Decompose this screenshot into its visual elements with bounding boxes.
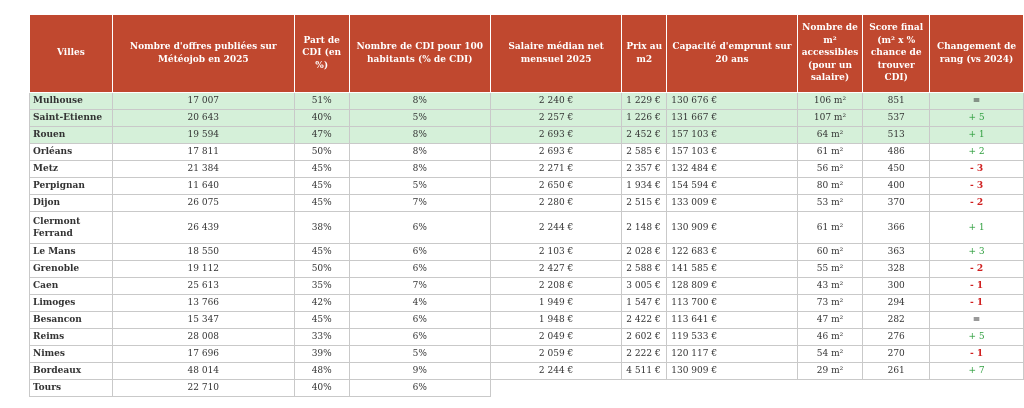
table-row	[30, 363, 1024, 380]
capacite-cell: 141 585 €	[667, 261, 797, 278]
empty-cell	[490, 380, 621, 397]
capacite-cell: 157 103 €	[667, 127, 797, 144]
score-cell: 537	[863, 110, 930, 127]
table-row	[30, 329, 1024, 346]
score-cell: 270	[863, 346, 930, 363]
salaire-cell: 2 049 €	[490, 329, 621, 346]
header-part-cdi: Part de CDI (en %)	[294, 15, 349, 93]
salaire-cell: 1 949 €	[490, 295, 621, 312]
part-cdi-cell: 50%	[294, 144, 349, 161]
cdi-habitants-cell: 5%	[349, 178, 490, 195]
salaire-cell: 2 208 €	[490, 278, 621, 295]
empty-cell	[667, 380, 797, 397]
prix-m2-cell: 2 585 €	[622, 144, 667, 161]
m2-cell: 55 m²	[797, 261, 863, 278]
cdi-habitants-cell: 9%	[349, 363, 490, 380]
m2-cell: 56 m²	[797, 161, 863, 178]
rang-cell: - 1	[930, 278, 1024, 295]
city-cell: Tours	[30, 380, 113, 397]
rang-cell: + 7	[930, 363, 1024, 380]
part-cdi-cell: 38%	[294, 212, 349, 244]
header-m2-accessibles: Nombre de m² accessibles (pour un salaire)	[797, 15, 863, 93]
score-cell: 400	[863, 178, 930, 195]
score-cell: 294	[863, 295, 930, 312]
table-row	[30, 278, 1024, 295]
table-row	[30, 380, 1024, 397]
offres-cell: 17 811	[112, 144, 294, 161]
m2-cell: 43 m²	[797, 278, 863, 295]
header-prix-m2: Prix au m2	[622, 15, 667, 93]
table-row	[30, 161, 1024, 178]
offres-cell: 11 640	[112, 178, 294, 195]
m2-cell: 107 m²	[797, 110, 863, 127]
part-cdi-cell: 48%	[294, 363, 349, 380]
salaire-cell: 2 103 €	[490, 244, 621, 261]
m2-cell: 46 m²	[797, 329, 863, 346]
prix-m2-cell: 2 357 €	[622, 161, 667, 178]
offres-cell: 25 613	[112, 278, 294, 295]
offres-cell: 19 594	[112, 127, 294, 144]
part-cdi-cell: 45%	[294, 178, 349, 195]
capacite-cell: 157 103 €	[667, 144, 797, 161]
salaire-cell: 2 059 €	[490, 346, 621, 363]
offres-cell: 15 347	[112, 312, 294, 329]
capacite-cell: 130 909 €	[667, 363, 797, 380]
rang-cell: - 3	[930, 178, 1024, 195]
rang-cell: - 3	[930, 161, 1024, 178]
table-row	[30, 312, 1024, 329]
header-capacite: Capacité d'emprunt sur 20 ans	[667, 15, 797, 93]
m2-cell: 54 m²	[797, 346, 863, 363]
prix-m2-cell: 2 602 €	[622, 329, 667, 346]
city-cell: Bordeaux	[30, 363, 113, 380]
table-row	[30, 93, 1024, 110]
empty-cell	[930, 380, 1024, 397]
offres-cell: 13 766	[112, 295, 294, 312]
cdi-habitants-cell: 7%	[349, 278, 490, 295]
score-cell: 282	[863, 312, 930, 329]
offres-cell: 48 014	[112, 363, 294, 380]
prix-m2-cell: 1 934 €	[622, 178, 667, 195]
prix-m2-cell: 1 229 €	[622, 93, 667, 110]
city-cell: Mulhouse	[30, 93, 113, 110]
part-cdi-cell: 42%	[294, 295, 349, 312]
part-cdi-cell: 45%	[294, 312, 349, 329]
rang-cell: =	[930, 93, 1024, 110]
offres-cell: 17 007	[112, 93, 294, 110]
salaire-cell: 2 257 €	[490, 110, 621, 127]
m2-cell: 61 m²	[797, 144, 863, 161]
part-cdi-cell: 47%	[294, 127, 349, 144]
cdi-habitants-cell: 8%	[349, 161, 490, 178]
cdi-habitants-cell: 8%	[349, 127, 490, 144]
capacite-cell: 113 700 €	[667, 295, 797, 312]
prix-m2-cell: 2 588 €	[622, 261, 667, 278]
m2-cell: 80 m²	[797, 178, 863, 195]
capacite-cell: 113 641 €	[667, 312, 797, 329]
prix-m2-cell: 4 511 €	[622, 363, 667, 380]
cdi-habitants-cell: 6%	[349, 329, 490, 346]
score-cell: 261	[863, 363, 930, 380]
prix-m2-cell: 2 515 €	[622, 195, 667, 212]
rang-cell: + 3	[930, 244, 1024, 261]
table-row	[30, 346, 1024, 363]
m2-cell: 106 m²	[797, 93, 863, 110]
city-cell: Clermont Ferrand	[30, 212, 113, 244]
offres-cell: 20 643	[112, 110, 294, 127]
rang-cell: - 1	[930, 346, 1024, 363]
cdi-habitants-cell: 6%	[349, 380, 490, 397]
part-cdi-cell: 40%	[294, 380, 349, 397]
cdi-habitants-cell: 4%	[349, 295, 490, 312]
salaire-cell: 2 240 €	[490, 93, 621, 110]
header-row	[30, 15, 1024, 93]
cdi-habitants-cell: 8%	[349, 93, 490, 110]
header-cdi-habitants: Nombre de CDI pour 100 habitants (% de CDI)	[349, 15, 490, 93]
salaire-cell: 1 948 €	[490, 312, 621, 329]
table-row	[30, 110, 1024, 127]
part-cdi-cell: 33%	[294, 329, 349, 346]
cdi-habitants-cell: 6%	[349, 261, 490, 278]
rang-cell: - 1	[930, 295, 1024, 312]
table-row	[30, 261, 1024, 278]
m2-cell: 47 m²	[797, 312, 863, 329]
salaire-cell: 2 650 €	[490, 178, 621, 195]
capacite-cell: 154 594 €	[667, 178, 797, 195]
cdi-habitants-cell: 6%	[349, 312, 490, 329]
part-cdi-cell: 39%	[294, 346, 349, 363]
city-cell: Orléans	[30, 144, 113, 161]
offres-cell: 26 439	[112, 212, 294, 244]
score-cell: 486	[863, 144, 930, 161]
capacite-cell: 122 683 €	[667, 244, 797, 261]
rang-cell: + 5	[930, 110, 1024, 127]
header-offres: Nombre d'offres publiées sur Météojob en 2025	[112, 15, 294, 93]
prix-m2-cell: 2 148 €	[622, 212, 667, 244]
score-cell: 450	[863, 161, 930, 178]
salaire-cell: 2 427 €	[490, 261, 621, 278]
salaire-cell: 2 693 €	[490, 127, 621, 144]
rang-cell: + 2	[930, 144, 1024, 161]
score-cell: 276	[863, 329, 930, 346]
empty-cell	[863, 380, 930, 397]
cdi-habitants-cell: 5%	[349, 110, 490, 127]
salaire-cell: 2 244 €	[490, 363, 621, 380]
m2-cell: 61 m²	[797, 212, 863, 244]
city-cell: Dijon	[30, 195, 113, 212]
city-cell: Limoges	[30, 295, 113, 312]
rang-cell: + 1	[930, 212, 1024, 244]
capacite-cell: 119 533 €	[667, 329, 797, 346]
part-cdi-cell: 35%	[294, 278, 349, 295]
header-changement: Changement de rang (vs 2024)	[930, 15, 1024, 93]
cdi-habitants-cell: 7%	[349, 195, 490, 212]
score-cell: 851	[863, 93, 930, 110]
m2-cell: 64 m²	[797, 127, 863, 144]
prix-m2-cell: 1 547 €	[622, 295, 667, 312]
offres-cell: 28 008	[112, 329, 294, 346]
city-cell: Reims	[30, 329, 113, 346]
table-row	[30, 144, 1024, 161]
rang-cell: =	[930, 312, 1024, 329]
score-cell: 370	[863, 195, 930, 212]
city-cell: Perpignan	[30, 178, 113, 195]
rang-cell: + 1	[930, 127, 1024, 144]
score-cell: 328	[863, 261, 930, 278]
capacite-cell: 133 009 €	[667, 195, 797, 212]
m2-cell: 53 m²	[797, 195, 863, 212]
offres-cell: 26 075	[112, 195, 294, 212]
cdi-habitants-cell: 5%	[349, 346, 490, 363]
city-ranking-table	[29, 14, 1024, 397]
offres-cell: 17 696	[112, 346, 294, 363]
cdi-habitants-cell: 6%	[349, 244, 490, 261]
part-cdi-cell: 45%	[294, 244, 349, 261]
capacite-cell: 130 676 €	[667, 93, 797, 110]
capacite-cell: 120 117 €	[667, 346, 797, 363]
rang-cell: + 5	[930, 329, 1024, 346]
part-cdi-cell: 50%	[294, 261, 349, 278]
ranking-table-container	[29, 14, 1024, 397]
capacite-cell: 128 809 €	[667, 278, 797, 295]
score-cell: 513	[863, 127, 930, 144]
cdi-habitants-cell: 8%	[349, 144, 490, 161]
table-row	[30, 244, 1024, 261]
prix-m2-cell: 2 222 €	[622, 346, 667, 363]
salaire-cell: 2 271 €	[490, 161, 621, 178]
city-cell: Rouen	[30, 127, 113, 144]
offres-cell: 19 112	[112, 261, 294, 278]
header-villes: Villes	[30, 15, 113, 93]
part-cdi-cell: 51%	[294, 93, 349, 110]
rang-cell: - 2	[930, 261, 1024, 278]
salaire-cell: 2 244 €	[490, 212, 621, 244]
m2-cell: 29 m²	[797, 363, 863, 380]
capacite-cell: 132 484 €	[667, 161, 797, 178]
salaire-cell: 2 693 €	[490, 144, 621, 161]
table-row	[30, 127, 1024, 144]
header-salaire: Salaire médian net mensuel 2025	[490, 15, 621, 93]
score-cell: 366	[863, 212, 930, 244]
prix-m2-cell: 2 028 €	[622, 244, 667, 261]
cdi-habitants-cell: 6%	[349, 212, 490, 244]
salaire-cell: 2 280 €	[490, 195, 621, 212]
offres-cell: 22 710	[112, 380, 294, 397]
m2-cell: 60 m²	[797, 244, 863, 261]
city-cell: Caen	[30, 278, 113, 295]
prix-m2-cell: 1 226 €	[622, 110, 667, 127]
city-cell: Saint-Etienne	[30, 110, 113, 127]
city-cell: Metz	[30, 161, 113, 178]
city-cell: Besancon	[30, 312, 113, 329]
rang-cell: - 2	[930, 195, 1024, 212]
capacite-cell: 130 909 €	[667, 212, 797, 244]
m2-cell: 73 m²	[797, 295, 863, 312]
table-body	[30, 93, 1024, 397]
score-cell: 300	[863, 278, 930, 295]
prix-m2-cell: 3 005 €	[622, 278, 667, 295]
part-cdi-cell: 45%	[294, 161, 349, 178]
offres-cell: 18 550	[112, 244, 294, 261]
prix-m2-cell: 2 452 €	[622, 127, 667, 144]
score-cell: 363	[863, 244, 930, 261]
empty-cell	[622, 380, 667, 397]
city-cell: Le Mans	[30, 244, 113, 261]
empty-cell	[797, 380, 863, 397]
table-row	[30, 195, 1024, 212]
table-row	[30, 178, 1024, 195]
header-score: Score final (m² x % chance de trouver CDI)	[863, 15, 930, 93]
offres-cell: 21 384	[112, 161, 294, 178]
part-cdi-cell: 45%	[294, 195, 349, 212]
capacite-cell: 131 667 €	[667, 110, 797, 127]
part-cdi-cell: 40%	[294, 110, 349, 127]
city-cell: Nimes	[30, 346, 113, 363]
table-row	[30, 295, 1024, 312]
table-row	[30, 212, 1024, 244]
city-cell: Grenoble	[30, 261, 113, 278]
prix-m2-cell: 2 422 €	[622, 312, 667, 329]
